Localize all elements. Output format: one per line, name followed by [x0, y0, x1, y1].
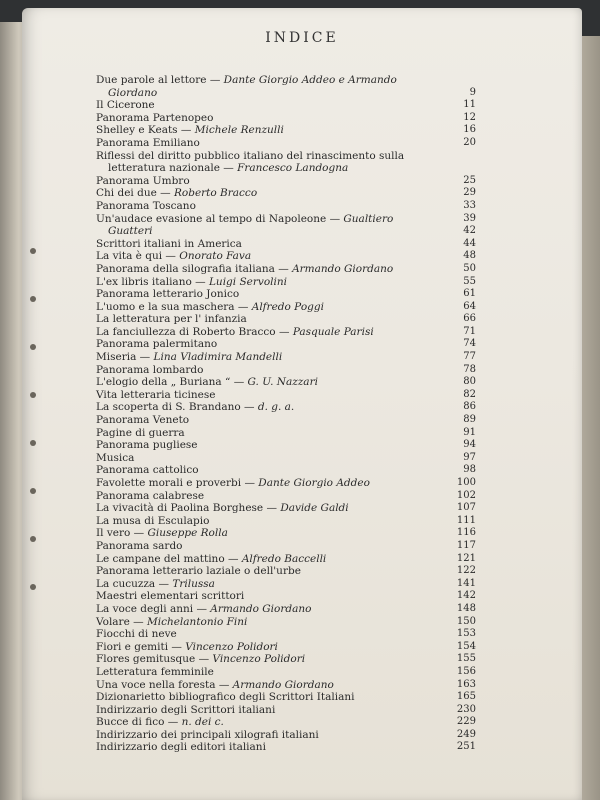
toc-entry-title: Pagine di guerra [96, 426, 185, 439]
toc-entry-title: Scrittori italiani in America [96, 237, 242, 250]
toc-entry-author: Guatteri [108, 225, 153, 238]
toc-entry-page: 82 [463, 388, 476, 400]
toc-entry [96, 389, 476, 402]
toc-entry-author: Armando Giordano [292, 262, 394, 275]
toc-entry-page: 9 [469, 86, 476, 98]
toc-entry [96, 213, 476, 226]
toc-entry [96, 704, 476, 717]
toc-entry-title: Fiori e gemiti — [96, 640, 186, 653]
toc-entry-title: Due parole al lettore — [96, 74, 224, 86]
toc-entry [96, 477, 476, 490]
toc-entry-title: La voce degli anni — [96, 602, 211, 615]
toc-entry-page: 89 [463, 414, 476, 426]
toc-entry-page: 61 [463, 288, 476, 300]
toc-entry-page: 98 [463, 464, 476, 476]
toc-entry-title: La vivacità di Paolina Borghese — [96, 502, 281, 515]
toc-entry [96, 439, 476, 452]
toc-entry-author: G. U. Nazzari [247, 376, 318, 389]
toc-entry-title: La musa di Esculapio [96, 514, 210, 527]
toc-entry-author: Armando Giordano [232, 678, 334, 691]
toc-entry [96, 490, 476, 503]
toc-entry-title: Miseria — [96, 351, 154, 364]
toc-entry [96, 301, 476, 314]
toc-entry-author: Francesco Landogna [237, 162, 349, 175]
toc-entry-page: 100 [456, 477, 476, 488]
toc-entry [96, 427, 476, 440]
toc-entry-page: 29 [463, 187, 476, 199]
toc-entry [96, 200, 476, 213]
toc-entry-title: Indirizzario dei principali xilografi italiani [96, 728, 319, 741]
book-page [22, 8, 582, 800]
toc-entry-title: Fiocchi di neve [96, 628, 177, 641]
toc-entry [96, 691, 476, 704]
toc-entry-page: 78 [463, 363, 476, 375]
toc-entry-page: 163 [456, 678, 476, 690]
toc-entry-title: Favolette morali e proverbi — [96, 477, 259, 489]
toc-entry-author: n. dei c. [181, 716, 224, 729]
toc-entry-title: Bucce di fico — [96, 716, 182, 729]
toc-entry-page: 77 [463, 351, 476, 363]
toc-entry-page: 44 [463, 237, 476, 249]
toc-entry [96, 276, 476, 289]
toc-entry-page: 80 [463, 376, 476, 388]
toc-entry [96, 150, 476, 163]
toc-entry-author: Gualtiero [343, 212, 394, 225]
toc-entry [96, 603, 476, 616]
toc-entry-author: Giordano [108, 86, 158, 99]
toc-entry-author: Onorato Fava [179, 250, 252, 263]
toc-entry [96, 187, 476, 200]
toc-entry-page: 48 [463, 250, 476, 262]
toc-entry [96, 590, 476, 603]
toc-entry [96, 250, 476, 263]
binding-holes [30, 248, 38, 588]
toc-entry [96, 87, 476, 100]
toc-entry-author: d. g. a. [257, 401, 295, 414]
toc-entry-title: La scoperta di S. Brandano — [96, 401, 258, 414]
toc-entry-page: 116 [456, 527, 476, 539]
toc-entry-page: 66 [463, 313, 476, 325]
toc-entry-author: Alfredo Baccelli [241, 552, 327, 565]
toc-entry [96, 565, 476, 578]
toc-entry-title: Flores gemitusque — [96, 653, 213, 666]
toc-entry-author: Roberto Bracco [174, 187, 258, 200]
toc-entry-page: 153 [456, 628, 476, 640]
toc-entry-title: Riflessi del diritto pubblico italiano del rinascimento sulla [96, 149, 405, 162]
toc-entry-author: Alfredo Poggi [251, 300, 324, 313]
toc-entry-author: Michele Renzulli [194, 124, 284, 137]
toc-entry [96, 414, 476, 427]
toc-entry [96, 313, 476, 326]
toc-entry [96, 464, 476, 477]
toc-entry-page: 156 [456, 665, 476, 677]
toc-entry [96, 716, 476, 729]
toc-entry-page: 155 [456, 653, 476, 665]
toc-entry-page: 50 [463, 262, 476, 274]
toc-entry [96, 553, 476, 566]
toc-entry-title: La fanciullezza di Roberto Bracco — [96, 325, 293, 338]
toc-entry-page: 251 [456, 741, 476, 753]
toc-entry-title: Panorama della silografia italiana — [96, 262, 293, 275]
toc-entry-title: L'elogio della „ Buriana “ — [96, 376, 248, 389]
toc-entry-page: 97 [463, 451, 476, 463]
toc-entry-title: Panorama calabrese [96, 489, 205, 502]
toc-entry-page: 86 [463, 401, 476, 413]
toc-entry-title: letteratura nazionale — [108, 162, 238, 175]
toc-entry-title: La vita è qui — [96, 250, 180, 263]
toc-entry [96, 137, 476, 150]
toc-entry [96, 741, 476, 754]
toc-entry-page: 71 [463, 325, 476, 337]
toc-entry-page: 74 [463, 338, 476, 350]
toc-entry-page: 141 [456, 577, 476, 589]
toc-entry-page: 20 [463, 136, 476, 148]
toc-entry-title: Shelley e Keats — [96, 124, 195, 137]
toc-entry-page: 165 [456, 691, 476, 703]
toc-entry [96, 401, 476, 414]
toc-entry-page: 117 [456, 539, 476, 551]
toc-entry [96, 288, 476, 301]
toc-entry-title: Panorama letterario Jonico [96, 288, 240, 301]
toc-entry [96, 124, 476, 137]
toc-entry-title: Volare — [96, 615, 147, 628]
toc-entry-title: Le campane del mattino — [96, 552, 242, 565]
toc-entry-author: Dante Giorgio Addeo [258, 477, 370, 489]
toc-entry-title: La cucuzza — [96, 577, 173, 590]
toc-entry [96, 452, 476, 465]
toc-entry [96, 679, 476, 692]
toc-entry-page: 111 [456, 514, 476, 526]
toc-entry-title: Panorama palermitano [96, 338, 218, 351]
toc-entry-title: Dizionarietto bibliografico degli Scrittori Italiani [96, 691, 355, 704]
toc-entry-author: Vincenzo Polidori [185, 640, 278, 653]
toc-entry-page: 33 [463, 199, 476, 211]
toc-entry-page: 229 [456, 716, 476, 728]
toc-entry-page: 25 [463, 174, 476, 186]
toc-entry-page: 12 [463, 111, 476, 123]
toc-entry-author: Davide Galdi [280, 502, 349, 515]
toc-entry [96, 99, 476, 112]
toc-entry [96, 162, 476, 175]
toc-entry-title: Il vero — [96, 527, 148, 540]
toc-entry [96, 175, 476, 188]
toc-entry-title: Panorama Emiliano [96, 136, 200, 149]
toc-entry-title: Maestri elementari scrittori [96, 590, 245, 603]
toc-entry-page: 102 [456, 489, 476, 501]
toc-entry-author: Luigi Servolini [208, 275, 287, 288]
toc-entry [96, 112, 476, 125]
toc-entry [96, 326, 476, 339]
toc-entry [96, 527, 476, 540]
toc-entry-title: Indirizzario degli editori italiani [96, 741, 266, 754]
toc-entry [96, 666, 476, 679]
toc-entry-title: Panorama cattolico [96, 464, 199, 477]
toc-entry-page: 122 [456, 565, 476, 577]
toc-entry [96, 364, 476, 377]
toc-entry [96, 641, 476, 654]
page-title: INDICE [265, 30, 339, 46]
toc-entry-page: 16 [463, 124, 476, 136]
toc-entry-page: 142 [456, 590, 476, 602]
toc-entry-page: 39 [463, 212, 476, 224]
toc-entry [96, 729, 476, 742]
toc-entry-page: 150 [456, 615, 476, 627]
toc-entry-title: Panorama Partenopeo [96, 111, 214, 124]
toc-entry-title: Un'audace evasione al tempo di Napoleone — [96, 212, 344, 225]
toc-entry-title: Indirizzario degli Scrittori italiani [96, 703, 276, 716]
toc-entry-author: Vincenzo Polidori [212, 653, 306, 666]
toc-entry [96, 653, 476, 666]
toc-entry-title: Chi dei due — [96, 187, 174, 200]
toc-entry [96, 238, 476, 251]
toc-entry-title: Panorama sardo [96, 539, 183, 552]
toc-entry [96, 376, 476, 389]
toc-entry-title: Panorama Umbro [96, 174, 190, 187]
toc-entry-page: 121 [456, 552, 476, 564]
toc-entry-title: L'ex libris italiano — [96, 275, 209, 288]
toc-entry [96, 616, 476, 629]
toc-entry-title: Musica [96, 451, 135, 464]
toc-entry-title: Panorama Toscano [96, 199, 196, 212]
toc-entry-page: 64 [463, 300, 476, 312]
toc-entry-page: 42 [463, 225, 476, 237]
toc-entry-title: Panorama Veneto [96, 414, 190, 427]
toc-entry-title: Panorama lombardo [96, 363, 204, 376]
toc-entry-title: La letteratura per l' infanzia [96, 313, 247, 326]
toc-entry-author: Lina Vladimira Mandelli [153, 351, 283, 364]
toc-entry-page: 148 [456, 602, 476, 614]
toc-entry [96, 540, 476, 553]
toc-entry-page: 55 [463, 275, 476, 287]
toc-entry [96, 74, 476, 87]
toc-entry-author: Michelantonio Fini [146, 615, 248, 628]
toc-entry-author: Pasquale Parisi [292, 325, 374, 338]
toc-entry-title: Una voce nella foresta — [96, 678, 233, 691]
toc-entry [96, 338, 476, 351]
toc-entry-page: 94 [463, 439, 476, 451]
toc-entry [96, 351, 476, 364]
toc-entry [96, 628, 476, 641]
toc-entry-author: Armando Giordano [210, 602, 312, 615]
toc-entry-author: Trilussa [172, 577, 215, 590]
toc-entry-page: 11 [463, 99, 476, 111]
toc-entry-title: Panorama letterario laziale o dell'urbe [96, 565, 301, 578]
toc-entry [96, 578, 476, 591]
toc-entry-title: L'uomo e la sua maschera — [96, 300, 252, 313]
toc-entry-author: Dante Giorgio Addeo e Armando [223, 74, 397, 86]
toc-entry-title: Letteratura femminile [96, 665, 214, 678]
toc-entry-title: Il Cicerone [96, 99, 155, 112]
toc-entry-page: 154 [456, 640, 476, 652]
toc-entry-title: Panorama pugliese [96, 439, 198, 452]
table-of-contents [96, 74, 476, 754]
toc-entry [96, 502, 476, 515]
toc-entry [96, 225, 476, 238]
toc-entry-page: 230 [456, 703, 476, 715]
toc-entry [96, 515, 476, 528]
toc-entry [96, 263, 476, 276]
toc-entry-page: 91 [463, 426, 476, 438]
toc-entry-title: Vita letteraria ticinese [96, 388, 216, 401]
toc-entry-page: 249 [456, 728, 476, 740]
toc-entry-author: Giuseppe Rolla [147, 527, 228, 540]
toc-entry-page: 107 [456, 502, 476, 514]
